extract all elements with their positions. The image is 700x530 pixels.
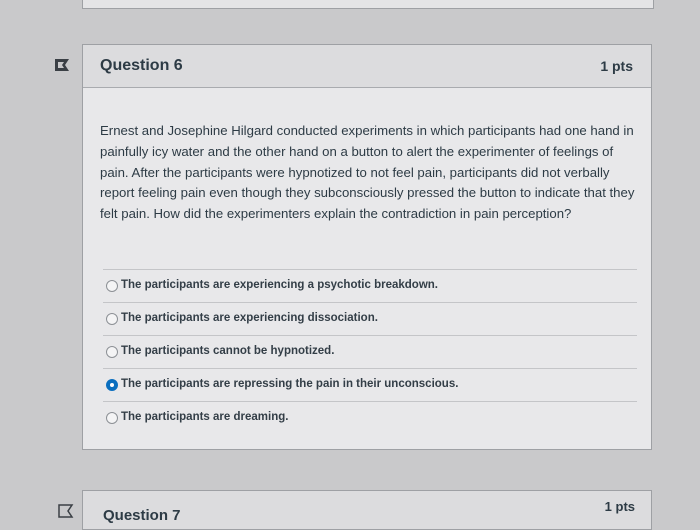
radio-button[interactable] bbox=[106, 346, 118, 358]
radio-button-selected[interactable] bbox=[106, 379, 118, 391]
answer-label[interactable]: The participants are experiencing dissociation. bbox=[121, 312, 378, 324]
answer-option[interactable] bbox=[103, 269, 637, 302]
question-text: Ernest and Josephine Hilgard conducted experiments in which participants had one hand in painfully icy water and the other hand on a button to alert the experimenter of feelings of pain. After the participants were hypnotized to not feel pain, participants did not verbally report feeling pain even though they subconsciously pressed the button to indicate that they felt pain. How did the experimenters explain the contradiction in pain perception? bbox=[100, 123, 635, 222]
answer-label[interactable]: The participants are experiencing a psychotic breakdown. bbox=[121, 279, 438, 291]
previous-question-card bbox=[82, 0, 654, 9]
answer-label[interactable]: The participants cannot be hypnotized. bbox=[121, 345, 335, 357]
answer-option[interactable] bbox=[103, 302, 637, 335]
answer-label[interactable]: The participants are dreaming. bbox=[121, 411, 289, 423]
next-question-card bbox=[82, 490, 652, 530]
radio-button[interactable] bbox=[106, 280, 118, 292]
answer-option[interactable] bbox=[103, 335, 637, 368]
question-title: Question 6 bbox=[100, 57, 183, 74]
next-question-title: Question 7 bbox=[103, 507, 181, 524]
radio-button[interactable] bbox=[106, 412, 118, 424]
question-header bbox=[83, 45, 651, 88]
answer-option[interactable] bbox=[103, 401, 637, 434]
flag-icon[interactable] bbox=[54, 58, 72, 72]
radio-button[interactable] bbox=[106, 313, 118, 325]
next-question-points: 1 pts bbox=[604, 499, 635, 514]
question-card bbox=[82, 44, 652, 450]
answer-label[interactable]: The participants are repressing the pain in their unconscious. bbox=[121, 378, 459, 390]
flag-outline-icon[interactable] bbox=[58, 504, 74, 518]
question-points: 1 pts bbox=[600, 58, 633, 74]
answer-option[interactable] bbox=[103, 368, 637, 401]
